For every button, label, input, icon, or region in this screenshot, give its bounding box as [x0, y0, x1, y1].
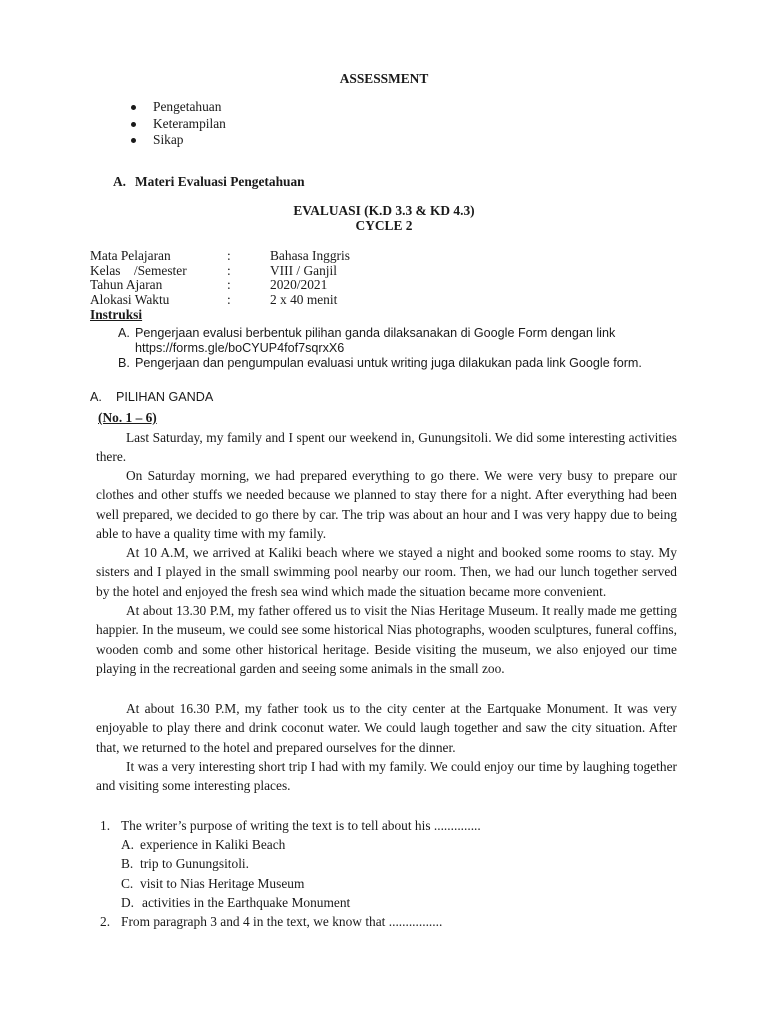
info-separator: :	[227, 292, 231, 307]
bullet-label: Keterampilan	[153, 116, 226, 131]
option-letter: B.	[121, 856, 134, 871]
question-number: 1.	[100, 818, 111, 833]
question-range: (No. 1 – 6)	[98, 410, 157, 425]
info-label: Tahun Ajaran	[90, 277, 163, 292]
info-value: Bahasa Inggris	[270, 248, 350, 263]
section-heading: Materi Evaluasi Pengetahuan	[135, 174, 305, 189]
info-value: 2 x 40 menit	[270, 292, 338, 307]
passage-paragraph: It was a very interesting short trip I had with my family. We could enjoy our time by laughing together and visiting some interesting places.	[96, 759, 677, 794]
passage-paragraph: On Saturday morning, we had prepared everything to go there. We were very busy to prepare our clothes and other stuffs we needed because we planned to stay there for a night. After everything had been well prepared, we decided to go there by car. The trip was about an hour and I was very happy due to being able to have a quality time with my family.	[96, 468, 677, 541]
info-label: Kelas /Semester	[90, 263, 187, 278]
info-separator: :	[227, 248, 231, 263]
part-title: PILIHAN GANDA	[116, 390, 214, 404]
option-text: visit to Nias Heritage Museum	[140, 876, 305, 891]
info-separator: :	[227, 277, 231, 292]
passage-paragraph: At about 13.30 P.M, my father offered us to visit the Nias Heritage Museum. It really made me getting happier. In the museum, we could see some historical Nias photographs, wooden sculptures, funeral coffins, wooden comb and some other historical heritage. Beside visiting the museum, we also enjoyed our time playing in the recreational garden and seeing some animals in the small zoo.	[96, 603, 677, 676]
passage-paragraph: At about 16.30 P.M, my father took us to the city center at the Eartquake Monument. It was very enjoyable to play there and drink coconut water. We could laugh together and saw the city situation. After that, we returned to the hotel and prepared ourselves for the dinner.	[96, 701, 677, 755]
option-text: trip to Gunungsitoli.	[140, 856, 249, 871]
instruction-text: Pengerjaan dan pengumpulan evaluasi untuk writing juga dilakukan pada link Google form.	[135, 356, 642, 370]
section-letter: A.	[113, 174, 127, 189]
question-text: From paragraph 3 and 4 in the text, we know that ................	[121, 914, 443, 929]
info-separator: :	[227, 263, 231, 278]
passage-paragraph: Last Saturday, my family and I spent our weekend in, Gunungsitoli. We did some interesting activities there.	[96, 430, 677, 465]
bullet-label: Sikap	[153, 132, 184, 147]
info-label: Mata Pelajaran	[90, 248, 171, 263]
page-title: ASSESSMENT	[339, 71, 429, 86]
option-letter: D.	[121, 895, 135, 910]
question-number: 2.	[100, 914, 111, 929]
bullet-icon	[131, 122, 136, 127]
info-value: VIII / Ganjil	[270, 263, 337, 278]
bullet-icon	[131, 138, 136, 143]
instruction-letter: B.	[118, 356, 130, 370]
instruction-letter: A.	[118, 326, 130, 340]
part-letter: A.	[90, 390, 102, 404]
instruction-text: Pengerjaan evalusi berbentuk pilihan ganda dilaksanakan di Google Form dengan link	[135, 326, 616, 340]
question-text: The writer’s purpose of writing the text is to tell about his ..............	[121, 818, 481, 833]
bullet-icon	[131, 105, 136, 110]
info-value: 2020/2021	[270, 277, 328, 292]
form-link[interactable]: https://forms.gle/boCYUP4fof7sqrxX6	[135, 341, 345, 355]
option-text: activities in the Earthquake Monument	[142, 895, 351, 910]
option-letter: C.	[121, 876, 134, 891]
option-text: experience in Kaliki Beach	[140, 837, 286, 852]
option-letter: A.	[121, 837, 135, 852]
passage-paragraph: At 10 A.M, we arrived at Kaliki beach where we stayed a night and booked some rooms to stay. My sisters and I played in the small swimming pool nearby our room. Then, we had our lunch together served by the hotel and enjoyed the fresh sea wind which made the situation became more convenient.	[96, 545, 677, 599]
bullet-label: Pengetahuan	[153, 99, 222, 114]
instruction-heading: Instruksi	[90, 307, 143, 322]
evaluation-title: EVALUASI (K.D 3.3 & KD 4.3)	[293, 203, 475, 218]
info-label: Alokasi Waktu	[90, 292, 170, 307]
cycle-label: CYCLE 2	[355, 218, 413, 233]
